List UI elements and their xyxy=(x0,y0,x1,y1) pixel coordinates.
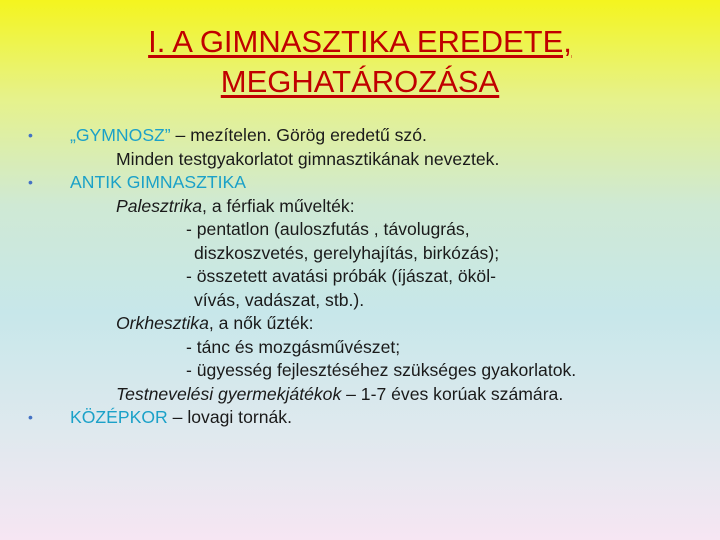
pentatlon-cont: diszkoszvetés, gerelyhajítás, birkózás); xyxy=(194,242,500,263)
term-palesztrika: Palesztrika xyxy=(116,195,203,216)
pentatlon-line: - pentatlon (auloszfutás , távolugrás, xyxy=(186,219,470,239)
orkhesztika-line xyxy=(28,312,708,336)
avatasi-line: - összetett avatási próbák (íjászat, ököl- xyxy=(186,266,496,286)
kozepkor-definition: – lovagi tornák. xyxy=(167,407,292,427)
palesztrika-line xyxy=(28,195,708,219)
testneveles-line xyxy=(28,383,708,407)
term-gymnosz: „GYMNOSZ” xyxy=(70,125,171,145)
tanc-line: - tánc és mozgásművészet; xyxy=(186,336,401,357)
ugyesseg-line: - ügyesség fejlesztéséhez szükséges gyakorlatok. xyxy=(186,360,577,380)
palesztrika-rest: , a férfiak művelték: xyxy=(202,195,355,216)
term-antik: ANTIK GIMNASZTIKA xyxy=(70,172,246,192)
testneveles-rest: – 1-7 éves korúak számára. xyxy=(341,383,564,404)
title-line-1: I. A GIMNASZTIKA EREDETE, xyxy=(148,24,572,59)
item-antik xyxy=(28,171,708,195)
avatasi-cont: vívás, vadászat, stb.). xyxy=(194,289,365,310)
term-kozepkor: KÖZÉPKOR xyxy=(70,407,168,427)
orkhesztika-rest: , a nők űzték: xyxy=(208,313,314,333)
title-line-2: MEGHATÁROZÁSA xyxy=(220,64,500,99)
slide-title xyxy=(0,22,720,102)
gymnosz-definition: – mezítelen. Görög eredetű szó. xyxy=(170,125,427,145)
item-kozepkor xyxy=(28,406,708,430)
gymnosz-sub: Minden testgyakorlatot gimnasztikának neveztek. xyxy=(116,148,500,169)
term-orkhesztika: Orkhesztika xyxy=(116,313,209,333)
item-gymnosz xyxy=(28,124,708,148)
bullet-icon: • xyxy=(28,409,33,425)
bullet-icon: • xyxy=(28,174,33,190)
slide-content xyxy=(28,124,708,430)
term-testneveles: Testnevelési gyermekjátékok xyxy=(116,383,342,404)
bullet-icon: • xyxy=(28,127,33,143)
